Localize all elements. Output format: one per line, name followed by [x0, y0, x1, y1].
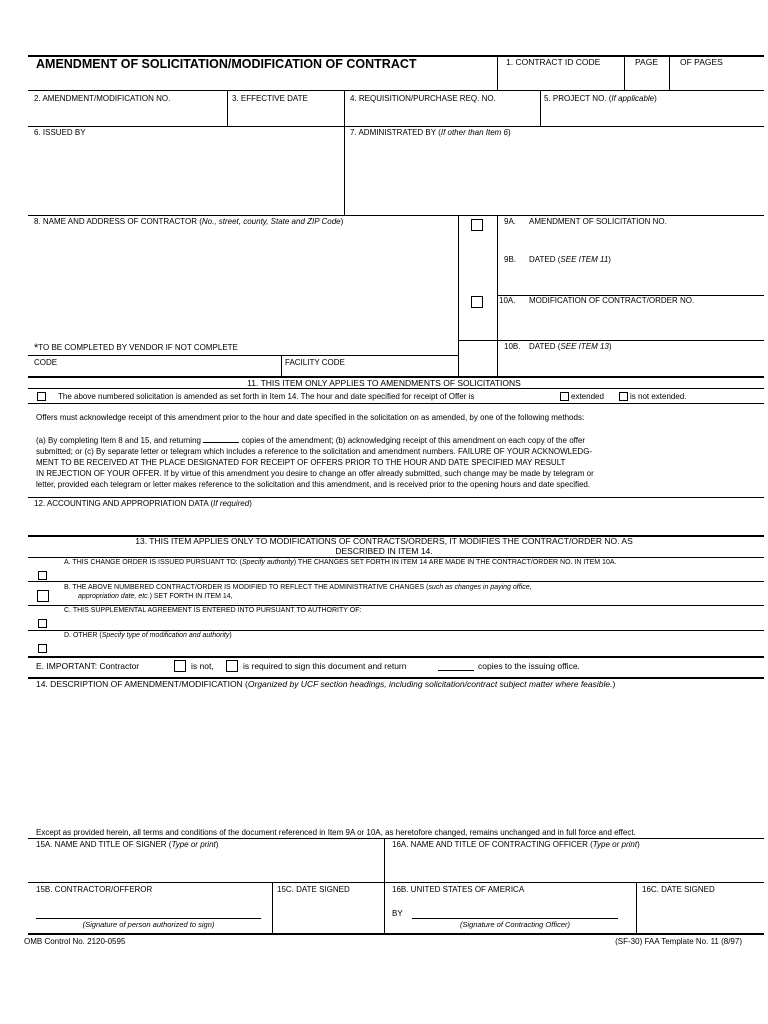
- is-not-label: is not,: [191, 661, 214, 671]
- return-copies-blank[interactable]: [438, 670, 474, 671]
- contract-id-label: 1. CONTRACT ID CODE: [506, 57, 601, 67]
- omb-control-no: OMB Control No. 2120-0595: [24, 937, 126, 946]
- vline-15c: [272, 882, 273, 933]
- terms-note: Except as provided herein, all terms and conditions of the document referenced in Item 9A or 10A, as heretofore changed, remains unchanged and in full force and effect.: [36, 828, 636, 837]
- vline-15-16: [384, 838, 385, 933]
- rule-15b: [28, 882, 764, 883]
- item-9a-label: AMENDMENT OF SOLICITATION NO.: [529, 217, 667, 226]
- item-16a-label: 16A. NAME AND TITLE OF CONTRACTING OFFICER (Type or print): [392, 840, 640, 849]
- requisition-label: 4. REQUISITION/PURCHASE REQ. NO.: [350, 94, 496, 103]
- form-title: AMENDMENT OF SOLICITATION/MODIFICATION OF CONTRACT: [36, 57, 417, 71]
- rule-13c: [28, 605, 764, 606]
- officer-signature-caption: (Signature of Contracting Officer): [459, 920, 571, 929]
- item-16b-label: 16B. UNITED STATES OF AMERICA: [392, 885, 525, 894]
- item-13c-label: C. THIS SUPPLEMENTAL AGREEMENT IS ENTERED INTO PURSUANT TO AUTHORITY OF:: [64, 607, 362, 614]
- checkbox-not-extended[interactable]: [619, 392, 628, 401]
- code-label: CODE: [34, 358, 58, 367]
- checkbox-13b[interactable]: [37, 590, 49, 602]
- bottom-rule: [28, 933, 764, 935]
- item-11-para2: submitted; or (c) By separate letter or telegram which includes a reference to the solicitation and amendment numbers. FAILURE OF YOUR ACKNOWLEDG-: [36, 447, 593, 456]
- project-no-label: 5. PROJECT NO. (If applicable): [544, 94, 657, 103]
- rule-item15: [28, 838, 764, 839]
- item-11-line2: Offers must acknowledge receipt of this amendment prior to the hour and date specified in the solicitation on as amended, by one of the following methods:: [36, 413, 585, 422]
- checkbox-is-not[interactable]: [174, 660, 186, 672]
- rule-item12: [28, 497, 764, 498]
- checkbox-item11[interactable]: [37, 392, 46, 401]
- item-15a-label: 15A. NAME AND TITLE OF SIGNER (Type or print): [36, 840, 219, 849]
- extended-label: extended: [571, 392, 604, 401]
- item-11-para3: MENT TO BE RECEIVED AT THE PLACE DESIGNATED FOR RECEIPT OF OFFERS PRIOR TO THE HOUR AND DATE SPECIFIED MAY RESULT: [36, 458, 566, 467]
- administered-by-label: 7. ADMINISTRATED BY (If other than Item 6): [350, 128, 511, 137]
- rule-row2: [28, 90, 764, 91]
- rule-13b: [28, 581, 764, 582]
- rule-item-e: [28, 656, 764, 658]
- item-10b-number: 10B.: [504, 342, 521, 351]
- rule-item11-line1: [28, 403, 764, 404]
- item-11-line1: The above numbered solicitation is amended as set forth in Item 14. The hour and date specified for receipt of Offer is: [58, 392, 475, 401]
- item-15c-label: 15C. DATE SIGNED: [277, 885, 350, 894]
- contractor-label: 8. NAME AND ADDRESS OF CONTRACTOR (No., street, county, State and ZIP Code): [34, 217, 344, 226]
- rule-10b: [458, 340, 764, 341]
- item-e-label: E. IMPORTANT: Contractor: [36, 661, 140, 671]
- item-13b-label-2: appropriation date, etc.) SET FORTH IN ITEM 14,: [78, 593, 233, 600]
- vline-req: [344, 90, 345, 215]
- officer-signature-line[interactable]: [412, 918, 618, 919]
- item-13a-label: A. THIS CHANGE ORDER IS ISSUED PURSUANT TO: (Specify authority) THE CHANGES SET FORTH IN ITEM 14 ARE MADE IN THE CONTRACT/ORDER NO. IN ITEM 10A.: [64, 559, 617, 566]
- item-11-para4: IN REJECTION OF YOUR OFFER. If by virtue of this amendment you desire to change an offer already submitted, such change may be made by telegram or: [36, 469, 594, 478]
- is-required-label: is required to sign this document and return: [243, 661, 407, 671]
- checkbox-13a[interactable]: [38, 571, 47, 580]
- vline-item9: [497, 215, 498, 376]
- checkbox-9a[interactable]: [471, 219, 483, 231]
- rule-item11-head: [28, 388, 764, 389]
- checkbox-13d[interactable]: [38, 644, 47, 653]
- item-14-label: 14. DESCRIPTION OF AMENDMENT/MODIFICATION (Organized by UCF section headings, including solicitation/contract subject matter where feasible.): [36, 679, 616, 689]
- by-label: BY: [392, 909, 403, 918]
- item-10b-label: DATED (SEE ITEM 13): [529, 342, 612, 351]
- copies-blank[interactable]: [203, 442, 239, 443]
- facility-code-label: FACILITY CODE: [285, 358, 345, 367]
- amendment-no-label: 2. AMENDMENT/MODIFICATION NO.: [34, 94, 171, 103]
- effective-date-label: 3. EFFECTIVE DATE: [232, 94, 308, 103]
- item-11-para5: letter, provided each telegram or letter makes reference to the solicitation and this amendment, and is received prior to the opening hours and date specified.: [36, 480, 591, 489]
- vline-contractor: [458, 215, 459, 376]
- rule-13d: [28, 630, 764, 631]
- vline-title: [497, 55, 498, 90]
- contractor-signature-caption: (Signature of person authorized to sign): [82, 920, 215, 929]
- item-13d-label: D. OTHER (Specify type of modification and authority): [64, 632, 232, 639]
- rule-row3: [28, 126, 764, 127]
- item-9a-number: 9A.: [504, 217, 517, 226]
- item-12-label: 12. ACCOUNTING AND APPROPRIATION DATA (If required): [34, 499, 252, 508]
- vline-facility: [281, 355, 282, 376]
- item-16c-label: 16C. DATE SIGNED: [642, 885, 715, 894]
- item-13-heading-1: 13. THIS ITEM APPLIES ONLY TO MODIFICATIONS OF CONTRACTS/ORDERS, IT MODIFIES THE CONTRACT/ORDER NO. AS: [135, 536, 633, 546]
- rule-code: [28, 355, 458, 356]
- contractor-signature-line[interactable]: [36, 918, 261, 919]
- description-area[interactable]: [28, 692, 764, 826]
- item-9b-label: DATED (SEE ITEM 11): [529, 255, 611, 264]
- item-11-para1: (a) By completing Item 8 and 15, and returning copies of the amendment; (b) acknowledging receipt of this amendment on each copy of the offer: [36, 436, 586, 445]
- not-extended-label: is not extended.: [630, 392, 687, 401]
- checkbox-13c[interactable]: [38, 619, 47, 628]
- item-10a-number: 10A.: [499, 296, 516, 305]
- item-9b-number: 9B.: [504, 255, 517, 264]
- of-pages-label: OF PAGES: [680, 57, 723, 67]
- vline-ofpages: [669, 55, 670, 90]
- issued-by-label: 6. ISSUED BY: [34, 128, 86, 137]
- checkbox-extended[interactable]: [560, 392, 569, 401]
- copies-label: copies to the issuing office.: [478, 661, 580, 671]
- item-10a-label: MODIFICATION OF CONTRACT/ORDER NO.: [529, 296, 695, 305]
- vendor-note: *TO BE COMPLETED BY VENDOR IF NOT COMPLETE: [34, 342, 238, 354]
- item-15b-label: 15B. CONTRACTOR/OFFEROR: [36, 885, 153, 894]
- page-label: PAGE: [635, 57, 658, 67]
- item-13b-label: B. THE ABOVE NUMBERED CONTRACT/ORDER IS MODIFIED TO REFLECT THE ADMINISTRATIVE CHANGES (such as changes in paying office,: [64, 584, 532, 591]
- rule-13a: [28, 557, 764, 558]
- template-no: (SF-30) FAA Template No. 11 (8/97): [615, 937, 742, 946]
- rule-row4: [28, 215, 764, 216]
- checkbox-is-required[interactable]: [226, 660, 238, 672]
- item-13-heading-2: DESCRIBED IN ITEM 14.: [335, 546, 433, 556]
- vline-effdate: [227, 90, 228, 126]
- item-11-heading: 11. THIS ITEM ONLY APPLIES TO AMENDMENTS OF SOLICITATIONS: [247, 378, 521, 388]
- vline-page: [624, 55, 625, 90]
- vline-16c: [636, 882, 637, 933]
- checkbox-10a[interactable]: [471, 296, 483, 308]
- vline-proj: [540, 90, 541, 126]
